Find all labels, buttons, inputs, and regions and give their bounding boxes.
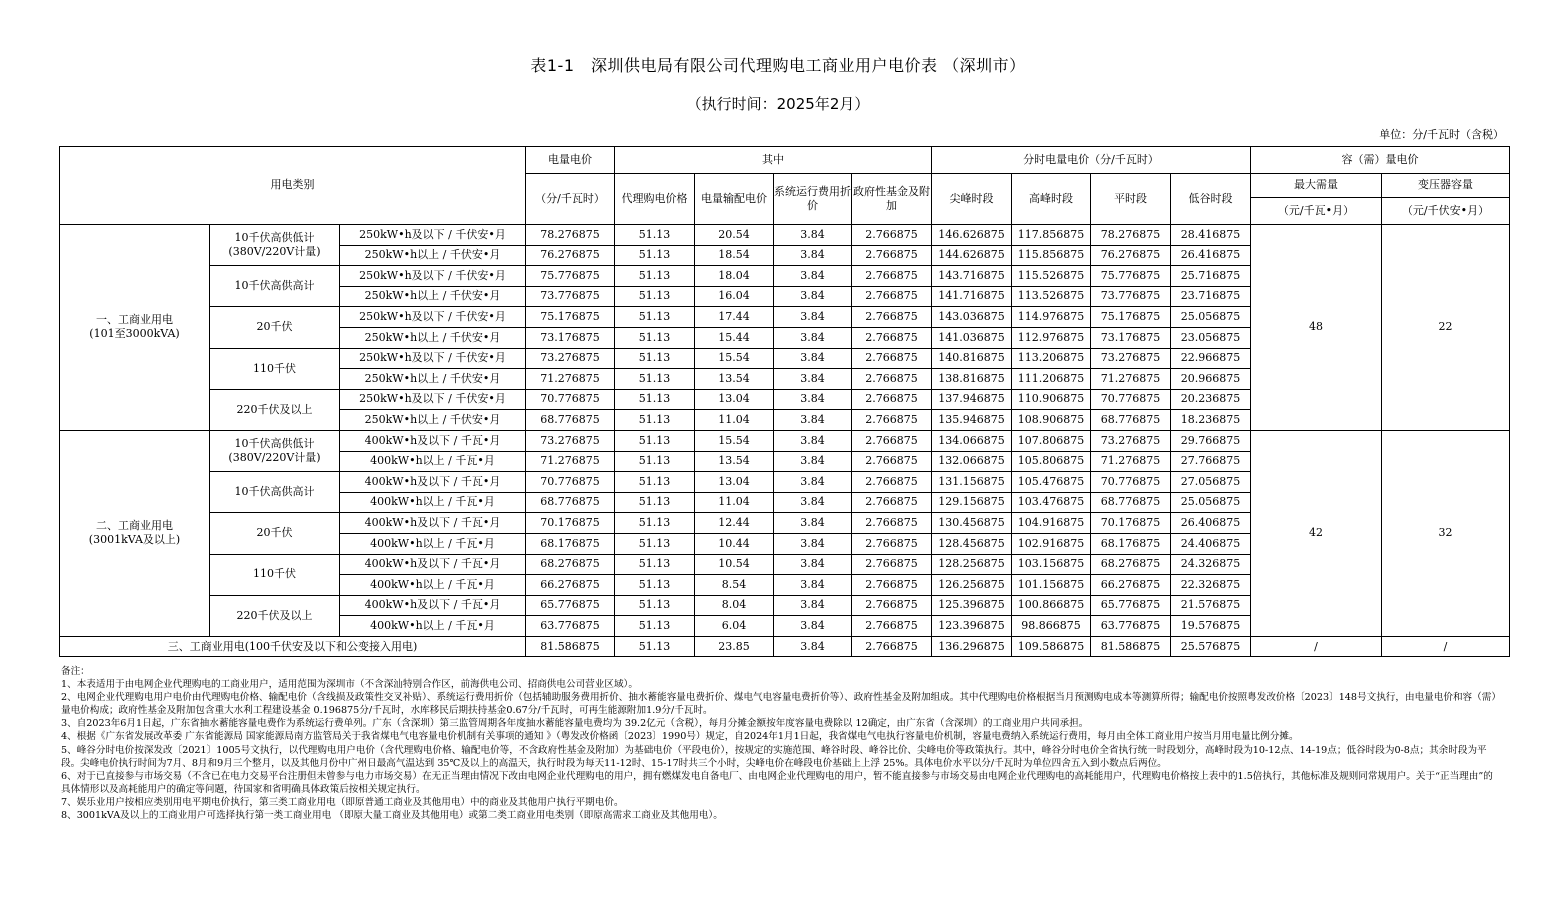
price-cell: 117.856875 xyxy=(1012,225,1091,246)
price-cell: 2.766875 xyxy=(852,575,932,596)
price-cell: 2.766875 xyxy=(852,595,932,616)
price-cell: 2.766875 xyxy=(852,286,932,307)
max-demand-price: 48 xyxy=(1251,225,1382,431)
price-cell: 2.766875 xyxy=(852,636,932,657)
price-cell: 3.84 xyxy=(774,554,852,575)
price-cell: 131.156875 xyxy=(932,472,1012,493)
price-cell: 22.326875 xyxy=(1171,575,1251,596)
price-cell: 3.84 xyxy=(774,472,852,493)
price-cell: 15.54 xyxy=(695,348,774,369)
notes-heading: 备注： xyxy=(61,666,90,677)
execution-time: （执行时间：2025年2月） xyxy=(686,95,870,113)
price-cell: 51.13 xyxy=(615,472,695,493)
usage-tier: 400kW•h以上 / 千瓦•月 xyxy=(340,533,526,554)
price-cell: 27.766875 xyxy=(1171,451,1251,472)
price-cell: 51.13 xyxy=(615,616,695,637)
usage-tier: 400kW•h以上 / 千瓦•月 xyxy=(340,616,526,637)
price-cell: 110.906875 xyxy=(1012,389,1091,410)
price-cell: 78.276875 xyxy=(526,225,615,246)
price-cell: 18.54 xyxy=(695,245,774,266)
price-cell: 51.13 xyxy=(615,595,695,616)
price-cell: 73.176875 xyxy=(526,327,615,348)
voltage-level: 110千伏 xyxy=(210,348,340,389)
header-flat: 平时段 xyxy=(1091,174,1171,225)
voltage-level: 10千伏高供低计 (380V/220V计量) xyxy=(210,225,340,266)
header-valley: 低谷时段 xyxy=(1171,174,1251,225)
header-energy-unit: （分/千瓦时） xyxy=(526,174,615,225)
price-cell: 100.866875 xyxy=(1012,595,1091,616)
price-cell: 71.276875 xyxy=(1091,451,1171,472)
price-cell: 75.776875 xyxy=(1091,266,1171,287)
price-cell: 2.766875 xyxy=(852,369,932,390)
price-cell: 70.776875 xyxy=(1091,472,1171,493)
price-cell: 20.54 xyxy=(695,225,774,246)
price-cell: 141.036875 xyxy=(932,327,1012,348)
header-proxy-price: 代理购电价格 xyxy=(615,174,695,225)
price-cell: 11.04 xyxy=(695,492,774,513)
price-cell: 51.13 xyxy=(615,410,695,431)
price-cell: 21.576875 xyxy=(1171,595,1251,616)
voltage-level: 110千伏 xyxy=(210,554,340,595)
transformer-price: 32 xyxy=(1382,430,1510,636)
table-row xyxy=(60,430,1510,451)
price-cell: 146.626875 xyxy=(932,225,1012,246)
price-cell: 13.04 xyxy=(695,389,774,410)
header-max-demand: 最大需量 xyxy=(1251,174,1382,198)
price-cell: 3.84 xyxy=(774,451,852,472)
price-cell: 68.176875 xyxy=(1091,533,1171,554)
voltage-level: 220千伏及以上 xyxy=(210,389,340,430)
price-cell: 17.44 xyxy=(695,307,774,328)
price-cell: 134.066875 xyxy=(932,430,1012,451)
price-cell: 73.276875 xyxy=(526,430,615,451)
price-cell: 25.056875 xyxy=(1171,492,1251,513)
price-cell: 68.776875 xyxy=(526,492,615,513)
price-cell: 3.84 xyxy=(774,430,852,451)
price-cell: 3.84 xyxy=(774,286,852,307)
price-cell: 70.776875 xyxy=(1091,389,1171,410)
price-cell: 3.84 xyxy=(774,225,852,246)
note-item: 3、自2023年6月1日起，广东省抽水蓄能容量电费作为系统运行费单列。广东（含深圳）第三监管周期各年度抽水蓄能容量电费均为 39.2亿元（含税），每月分摊金额按年度容量电费除以 12确定，由广东省（含深圳）的工商业用户共同承担。 xyxy=(61,718,1089,730)
price-cell: 115.856875 xyxy=(1012,245,1091,266)
price-cell: 73.776875 xyxy=(1091,286,1171,307)
usage-tier: 250kW•h及以下 / 千伏安•月 xyxy=(340,225,526,246)
table-title: 表1-1 深圳供电局有限公司代理购电工商业用户电价表 （深圳市） xyxy=(530,56,1026,75)
price-cell: 2.766875 xyxy=(852,327,932,348)
price-cell: 51.13 xyxy=(615,451,695,472)
price-cell: 126.256875 xyxy=(932,575,1012,596)
price-cell: 111.206875 xyxy=(1012,369,1091,390)
voltage-level: 10千伏高供低计 (380V/220V计量) xyxy=(210,430,340,471)
voltage-level: 10千伏高供高计 xyxy=(210,472,340,513)
price-cell: 66.276875 xyxy=(1091,575,1171,596)
user-category: 二、工商业用电 (3001kVA及以上) xyxy=(60,430,210,636)
price-cell: 2.766875 xyxy=(852,513,932,534)
max-demand-price: / xyxy=(1251,636,1382,657)
price-cell: 81.586875 xyxy=(1091,636,1171,657)
usage-tier: 250kW•h以上 / 千伏安•月 xyxy=(340,286,526,307)
usage-tier: 400kW•h及以下 / 千瓦•月 xyxy=(340,430,526,451)
price-cell: 10.44 xyxy=(695,533,774,554)
usage-tier: 400kW•h及以下 / 千瓦•月 xyxy=(340,554,526,575)
header-of-which: 其中 xyxy=(615,147,932,174)
price-cell: 19.576875 xyxy=(1171,616,1251,637)
price-cell: 113.526875 xyxy=(1012,286,1091,307)
price-cell: 13.54 xyxy=(695,451,774,472)
usage-tier: 250kW•h及以下 / 千伏安•月 xyxy=(340,348,526,369)
price-cell: 68.776875 xyxy=(1091,492,1171,513)
usage-tier: 250kW•h及以下 / 千伏安•月 xyxy=(340,307,526,328)
price-cell: 51.13 xyxy=(615,513,695,534)
price-cell: 3.84 xyxy=(774,513,852,534)
table-row xyxy=(60,636,1510,657)
price-cell: 26.416875 xyxy=(1171,245,1251,266)
price-cell: 71.276875 xyxy=(526,369,615,390)
price-cell: 23.056875 xyxy=(1171,327,1251,348)
price-cell: 70.776875 xyxy=(526,389,615,410)
price-cell: 102.916875 xyxy=(1012,533,1091,554)
price-cell: 73.276875 xyxy=(1091,348,1171,369)
price-cell: 3.84 xyxy=(774,575,852,596)
price-cell: 51.13 xyxy=(615,307,695,328)
price-cell: 3.84 xyxy=(774,348,852,369)
price-cell: 11.04 xyxy=(695,410,774,431)
header-gov-fund: 政府性基金及附加 xyxy=(852,174,932,225)
price-cell: 78.276875 xyxy=(1091,225,1171,246)
price-cell: 2.766875 xyxy=(852,554,932,575)
price-cell: 51.13 xyxy=(615,327,695,348)
price-cell: 51.13 xyxy=(615,369,695,390)
header-category: 用电类别 xyxy=(60,147,526,225)
price-cell: 130.456875 xyxy=(932,513,1012,534)
price-cell: 68.776875 xyxy=(526,410,615,431)
price-cell: 101.156875 xyxy=(1012,575,1091,596)
price-table xyxy=(59,146,1510,657)
price-cell: 98.866875 xyxy=(1012,616,1091,637)
price-cell: 143.716875 xyxy=(932,266,1012,287)
price-cell: 63.776875 xyxy=(1091,616,1171,637)
price-cell: 51.13 xyxy=(615,245,695,266)
price-cell: 75.176875 xyxy=(526,307,615,328)
header-transmission: 电量输配电价 xyxy=(695,174,774,225)
price-cell: 20.966875 xyxy=(1171,369,1251,390)
price-cell: 141.716875 xyxy=(932,286,1012,307)
price-cell: 51.13 xyxy=(615,554,695,575)
price-cell: 51.13 xyxy=(615,225,695,246)
price-cell: 66.276875 xyxy=(526,575,615,596)
price-cell: 112.976875 xyxy=(1012,327,1091,348)
price-cell: 137.946875 xyxy=(932,389,1012,410)
price-cell: 3.84 xyxy=(774,636,852,657)
table-row xyxy=(60,225,1510,246)
price-cell: 24.326875 xyxy=(1171,554,1251,575)
price-cell: 128.456875 xyxy=(932,533,1012,554)
price-cell: 26.406875 xyxy=(1171,513,1251,534)
price-cell: 108.906875 xyxy=(1012,410,1091,431)
price-cell: 125.396875 xyxy=(932,595,1012,616)
price-cell: 115.526875 xyxy=(1012,266,1091,287)
note-item: 5、峰谷分时电价按深发改〔2021〕1005号文执行，以代理购电用户电价（含代理购电价格、输配电价等，不含政府性基金及附加）为基础电价（平段电价），按规定的实施范围、峰谷时段、峰谷比价、尖峰电价等政策执行。其中，峰谷分时电价全省执行统一时段划分，高峰时段为10-12点、14-19点；低谷时段为0-8点；其余时段为平段。尖峰电价执行时间为7月、8月和9月三个整月，以及其他月份中广州日最高气温达到 35℃及以上的高温天，执行时段为每天11-12时、15-17时共三个小时，尖峰电价在峰段电价基础上上浮 25%。具体电价水平以分/千瓦时为单位四舍五入到小数点后两位。 xyxy=(61,744,1487,769)
note-item: 2、电网企业代理购电用户电价由代理购电价格、输配电价（含线损及政策性交叉补贴）、系统运行费用折价（包括辅助服务费用折价、抽水蓄能容量电费折价、煤电气电容量电费折价等）、政府性基金及附加组成。其中代理购电价格根据当月预测购电成本等测算所得；输配电价按照粤发改价格〔2023〕148号文执行，由电量电价和容（需）量电价构成；政府性基金及附加包含重大水利工程建设基金 0.196875分/千瓦时，水库移民后期扶持基金0.67分/千瓦时，可再生能源附加1.9分/千瓦时。 xyxy=(61,692,1501,717)
price-cell: 51.13 xyxy=(615,348,695,369)
price-cell: 71.276875 xyxy=(526,451,615,472)
price-cell: 25.576875 xyxy=(1171,636,1251,657)
usage-tier: 400kW•h以上 / 千瓦•月 xyxy=(340,575,526,596)
note-item: 4、根据《广东省发展改革委 广东省能源局 国家能源局南方监管局关于我省煤电气电容量电价机制有关事项的通知 》（粤发改价格函〔2023〕1990号）规定，自2024年1月1日起，我省煤电气电执行容量电价机制，容量电费纳入系统运行费用，每月由全体工商业用户按当月用电量比例分摊。 xyxy=(61,731,1299,743)
price-cell: 104.916875 xyxy=(1012,513,1091,534)
price-cell: 3.84 xyxy=(774,245,852,266)
price-cell: 51.13 xyxy=(615,533,695,554)
price-cell: 2.766875 xyxy=(852,266,932,287)
price-cell: 75.776875 xyxy=(526,266,615,287)
header-transformer-unit: （元/千伏安•月） xyxy=(1382,198,1510,225)
header-transformer: 变压器容量 xyxy=(1382,174,1510,198)
price-cell: 3.84 xyxy=(774,616,852,637)
price-cell: 2.766875 xyxy=(852,616,932,637)
price-cell: 28.416875 xyxy=(1171,225,1251,246)
usage-tier: 400kW•h及以下 / 千瓦•月 xyxy=(340,595,526,616)
price-cell: 29.766875 xyxy=(1171,430,1251,451)
price-cell: 144.626875 xyxy=(932,245,1012,266)
price-cell: 8.54 xyxy=(695,575,774,596)
price-cell: 15.44 xyxy=(695,327,774,348)
price-cell: 3.84 xyxy=(774,327,852,348)
usage-tier: 400kW•h以上 / 千瓦•月 xyxy=(340,451,526,472)
price-cell: 109.586875 xyxy=(1012,636,1091,657)
notes xyxy=(61,665,1501,822)
usage-tier: 250kW•h及以下 / 千伏安•月 xyxy=(340,389,526,410)
price-cell: 12.44 xyxy=(695,513,774,534)
price-cell: 2.766875 xyxy=(852,533,932,554)
price-cell: 27.056875 xyxy=(1171,472,1251,493)
transformer-price: / xyxy=(1382,636,1510,657)
price-cell: 143.036875 xyxy=(932,307,1012,328)
price-cell: 123.396875 xyxy=(932,616,1012,637)
price-cell: 68.276875 xyxy=(1091,554,1171,575)
price-cell: 68.276875 xyxy=(526,554,615,575)
header-energy-price: 电量电价 xyxy=(526,147,615,174)
price-cell: 73.776875 xyxy=(526,286,615,307)
price-cell: 3.84 xyxy=(774,369,852,390)
price-cell: 51.13 xyxy=(615,266,695,287)
price-cell: 70.776875 xyxy=(526,472,615,493)
price-cell: 51.13 xyxy=(615,575,695,596)
price-cell: 51.13 xyxy=(615,286,695,307)
price-cell: 81.586875 xyxy=(526,636,615,657)
usage-tier: 400kW•h以上 / 千瓦•月 xyxy=(340,492,526,513)
price-cell: 76.276875 xyxy=(526,245,615,266)
price-cell: 136.296875 xyxy=(932,636,1012,657)
price-cell: 68.176875 xyxy=(526,533,615,554)
header-peak-sharp: 尖峰时段 xyxy=(932,174,1012,225)
price-cell: 23.85 xyxy=(695,636,774,657)
price-table-body xyxy=(60,225,1510,657)
price-cell: 138.816875 xyxy=(932,369,1012,390)
price-cell: 23.716875 xyxy=(1171,286,1251,307)
price-cell: 71.276875 xyxy=(1091,369,1171,390)
price-cell: 65.776875 xyxy=(526,595,615,616)
usage-tier: 400kW•h及以下 / 千瓦•月 xyxy=(340,513,526,534)
price-cell: 128.256875 xyxy=(932,554,1012,575)
price-cell: 75.176875 xyxy=(1091,307,1171,328)
price-cell: 51.13 xyxy=(615,430,695,451)
price-cell: 2.766875 xyxy=(852,245,932,266)
price-cell: 18.236875 xyxy=(1171,410,1251,431)
price-cell: 25.716875 xyxy=(1171,266,1251,287)
price-cell: 3.84 xyxy=(774,266,852,287)
price-cell: 63.776875 xyxy=(526,616,615,637)
usage-tier: 250kW•h以上 / 千伏安•月 xyxy=(340,369,526,390)
price-cell: 103.476875 xyxy=(1012,492,1091,513)
price-cell: 114.976875 xyxy=(1012,307,1091,328)
max-demand-price: 42 xyxy=(1251,430,1382,636)
price-cell: 15.54 xyxy=(695,430,774,451)
price-cell: 3.84 xyxy=(774,389,852,410)
price-cell: 105.806875 xyxy=(1012,451,1091,472)
price-cell: 18.04 xyxy=(695,266,774,287)
header-tou: 分时电量电价（分/千瓦时） xyxy=(932,147,1251,174)
note-item: 6、对于已直接参与市场交易（不含已在电力交易平台注册但未曾参与电力市场交易）在无正当理由情况下改由电网企业代理购电的用户，拥有燃煤发电自备电厂、由电网企业代理购电的用户，暂不能直接参与市场交易由电网企业代理购电的高耗能用户，代理购电价格按上表中的1.5倍执行，其他标准及规则同常规用户。关于“正当理由”的具体情形以及高耗能用户的确定等问题，待国家和省明确具体政策后按相关规定执行。 xyxy=(61,770,1493,795)
price-cell: 3.84 xyxy=(774,533,852,554)
usage-tier: 250kW•h以上 / 千伏安•月 xyxy=(340,410,526,431)
transformer-price: 22 xyxy=(1382,225,1510,431)
price-cell: 13.54 xyxy=(695,369,774,390)
price-cell: 70.176875 xyxy=(1091,513,1171,534)
note-item: 8、3001kVA及以上的工商业用户可选择执行第一类工商业用电 （即原大量工商业及其他用电）或第二类工商业用电类别（即原高需求工商业及其他用电）。 xyxy=(61,810,723,822)
price-cell: 2.766875 xyxy=(852,492,932,513)
price-cell: 3.84 xyxy=(774,410,852,431)
note-item: 7、娱乐业用户按相应类别用电平期电价执行，第三类工商业用电（即原普通工商业及其他用电）中的商业及其他用户执行平期电价。 xyxy=(61,796,624,808)
usage-tier: 250kW•h及以下 / 千伏安•月 xyxy=(340,266,526,287)
price-cell: 2.766875 xyxy=(852,225,932,246)
price-cell: 107.806875 xyxy=(1012,430,1091,451)
price-cell: 2.766875 xyxy=(852,410,932,431)
price-cell: 140.816875 xyxy=(932,348,1012,369)
price-cell: 113.206875 xyxy=(1012,348,1091,369)
price-cell: 2.766875 xyxy=(852,389,932,410)
price-cell: 105.476875 xyxy=(1012,472,1091,493)
price-cell: 73.276875 xyxy=(526,348,615,369)
price-cell: 132.066875 xyxy=(932,451,1012,472)
price-cell: 8.04 xyxy=(695,595,774,616)
price-cell: 2.766875 xyxy=(852,451,932,472)
user-category: 一、工商业用电 (101至3000kVA) xyxy=(60,225,210,431)
price-cell: 51.13 xyxy=(615,492,695,513)
price-cell: 2.766875 xyxy=(852,472,932,493)
price-cell: 76.276875 xyxy=(1091,245,1171,266)
note-item: 1、本表适用于由电网企业代理购电的工商业用户，适用范围为深圳市（不含深汕特别合作区，前海供电公司、招商供电公司营业区域）。 xyxy=(61,679,638,691)
price-cell: 73.176875 xyxy=(1091,327,1171,348)
price-cell: 20.236875 xyxy=(1171,389,1251,410)
price-cell: 51.13 xyxy=(615,389,695,410)
price-cell: 13.04 xyxy=(695,472,774,493)
usage-tier: 400kW•h及以下 / 千瓦•月 xyxy=(340,472,526,493)
price-cell: 73.276875 xyxy=(1091,430,1171,451)
price-cell: 2.766875 xyxy=(852,307,932,328)
price-cell: 25.056875 xyxy=(1171,307,1251,328)
price-cell: 24.406875 xyxy=(1171,533,1251,554)
price-cell: 2.766875 xyxy=(852,348,932,369)
price-cell: 22.966875 xyxy=(1171,348,1251,369)
price-cell: 6.04 xyxy=(695,616,774,637)
price-cell: 70.176875 xyxy=(526,513,615,534)
price-cell: 2.766875 xyxy=(852,430,932,451)
price-cell: 129.156875 xyxy=(932,492,1012,513)
price-cell: 65.776875 xyxy=(1091,595,1171,616)
header-peak: 高峰时段 xyxy=(1012,174,1091,225)
price-cell: 51.13 xyxy=(615,636,695,657)
user-category: 三、工商业用电(100千伏安及以下和公变接入用电) xyxy=(60,636,526,657)
price-cell: 10.54 xyxy=(695,554,774,575)
price-cell: 3.84 xyxy=(774,307,852,328)
price-cell: 68.776875 xyxy=(1091,410,1171,431)
voltage-level: 220千伏及以上 xyxy=(210,595,340,636)
voltage-level: 20千伏 xyxy=(210,513,340,554)
header-system-cost: 系统运行费用折价 xyxy=(774,174,852,225)
usage-tier: 250kW•h以上 / 千伏安•月 xyxy=(340,245,526,266)
price-cell: 3.84 xyxy=(774,595,852,616)
unit-label: 单位：分/千瓦时（含税） xyxy=(1379,128,1504,141)
usage-tier: 250kW•h以上 / 千伏安•月 xyxy=(340,327,526,348)
voltage-level: 10千伏高供高计 xyxy=(210,266,340,307)
price-cell: 103.156875 xyxy=(1012,554,1091,575)
price-cell: 135.946875 xyxy=(932,410,1012,431)
price-cell: 16.04 xyxy=(695,286,774,307)
header-max-demand-unit: （元/千瓦•月） xyxy=(1251,198,1382,225)
price-cell: 3.84 xyxy=(774,492,852,513)
header-capacity: 容（需）量电价 xyxy=(1251,147,1510,174)
voltage-level: 20千伏 xyxy=(210,307,340,348)
